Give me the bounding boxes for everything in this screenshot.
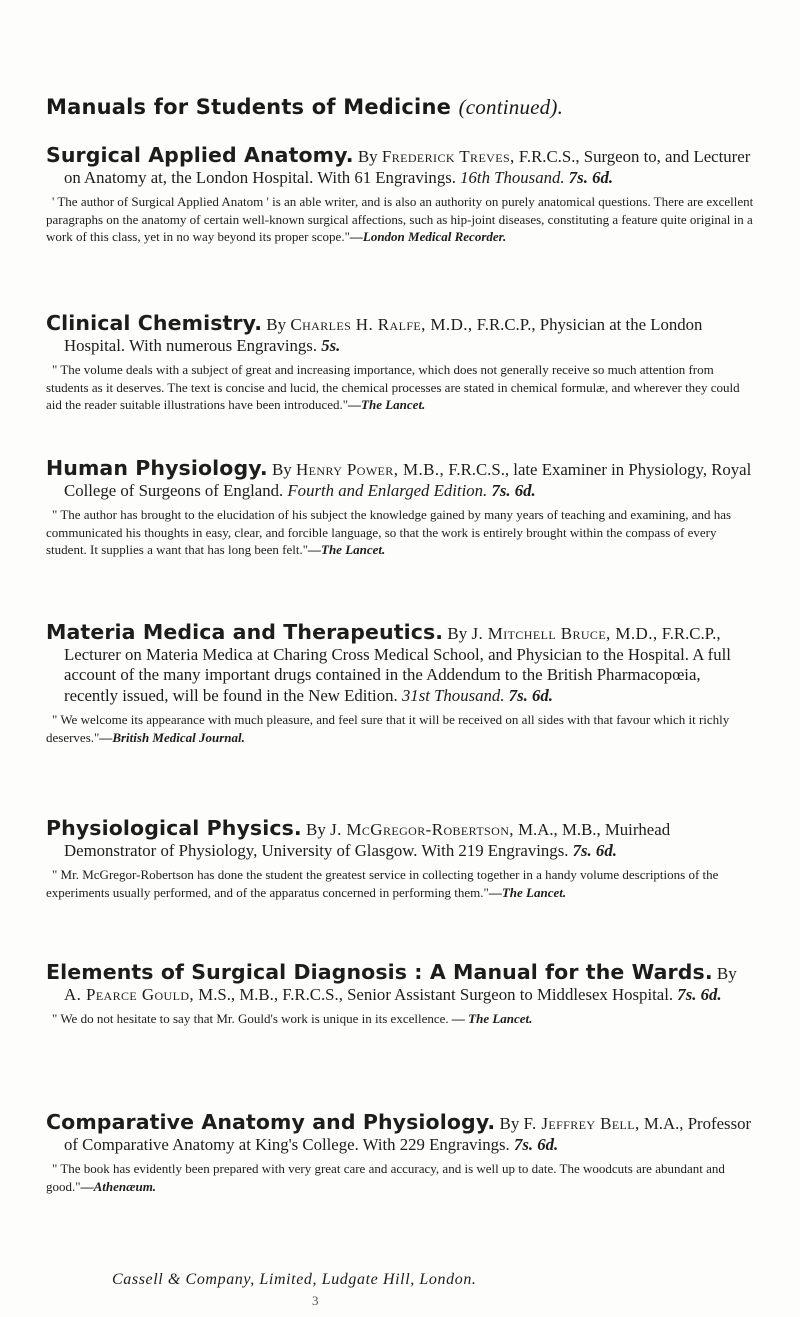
review-quote: [46, 866, 758, 901]
review-quote: [46, 361, 758, 414]
by-label: By: [271, 460, 292, 479]
book-title: Clinical Chemistry.: [46, 311, 263, 335]
by-label: By: [499, 1114, 520, 1133]
book-entry: [46, 622, 758, 746]
book-entry: [46, 458, 758, 559]
by-label: By: [357, 147, 378, 166]
review-quote: [46, 1160, 758, 1195]
book-title: Surgical Applied Anatomy.: [46, 143, 354, 167]
review-text: " The volume deals with a subject of great and increasing importance, which does not generally receive so much attention from students as it deserves. The text is concise and lucid, the chemical processes are stated in chemical formulæ, and wherever they could aid the reader suitable illustrations have been introduced.": [46, 362, 740, 412]
review-source: —The Lancet.: [348, 397, 426, 412]
book-entry: [46, 962, 758, 1028]
book-credentials: F.R.C.P., Physician at the London Hospital. With numerous Engravings.: [64, 315, 703, 355]
book-price: 7s. 6d.: [677, 984, 722, 1004]
book-title: Materia Medica and Therapeutics.: [46, 620, 444, 644]
book-author: J. McGregor-Robertson,: [330, 820, 514, 839]
book-author: A. Pearce Gould,: [64, 984, 195, 1004]
book-credentials: F.R.C.S., Surgeon to, and Lecturer on Anatomy at, the London Hospital. With 61 Engravings.: [64, 147, 751, 187]
review-source: —Athenæum.: [80, 1178, 157, 1194]
publisher-imprint: Cassell & Company, Limited, Ludgate Hill, London.: [112, 1271, 477, 1288]
book-price: 5s.: [321, 335, 341, 355]
review-text: " The book has evidently been prepared with very great care and accuracy, and is well up to date. The woodcuts are abundant and good.": [46, 1161, 725, 1194]
review-text: " We welcome its appearance with much pleasure, and feel sure that it will be received on all sides with that favour which it richly deserves.": [46, 712, 730, 745]
by-label: By: [306, 820, 326, 839]
review-quote: [46, 506, 758, 559]
book-credentials: M.A., Professor of Comparative Anatomy at King's College. With 229 Engravings.: [64, 1114, 752, 1154]
book-title: Comparative Anatomy and Physiology.: [46, 1110, 496, 1134]
review-quote: [46, 193, 758, 246]
book-price: 7s. 6d.: [572, 840, 617, 860]
book-title: Elements of Surgical Diagnosis : A Manual for the Wards.: [46, 960, 713, 984]
review-source: —The Lancet.: [308, 542, 386, 557]
book-title: Physiological Physics.: [46, 816, 302, 840]
book-edition: 16th Thousand.: [460, 167, 565, 187]
book-price: 7s. 6d.: [568, 167, 614, 187]
review-source: —The Lancet.: [488, 884, 567, 900]
book-author: Frederick Treves,: [381, 147, 515, 166]
book-author: Charles H. Ralfe, M.D.,: [290, 315, 473, 334]
book-price: 7s. 6d.: [491, 480, 536, 500]
review-source: — The Lancet.: [451, 1011, 533, 1026]
review-text: " Mr. McGregor-Robertson has done the student the greatest service in collecting together in a handy volume descriptions of the experiments usually performed, and of the apparatus concerned in performing them.": [46, 867, 719, 900]
book-entry: [46, 145, 758, 246]
review-source: —British Medical Journal.: [99, 729, 245, 745]
page-number: 3: [312, 1293, 319, 1308]
book-entry: [46, 818, 758, 901]
review-text: " The author has brought to the elucidation of his subject the knowledge gained by many years of teaching and examining, and has communicated his thoughts in easy, clear, and forcible language, so that the work is entirely brought within the compass of every student. It supplies a want that has long been felt.": [46, 507, 732, 557]
book-edition: 31st Thousand.: [401, 685, 505, 705]
review-quote: [46, 1010, 758, 1028]
book-credentials: M.S., M.B., F.R.C.S., Senior Assistant Surgeon to Middlesex Hospital.: [198, 984, 674, 1004]
by-label: By: [266, 315, 287, 334]
book-credentials: F.R.C.S., late Examiner in Physiology, Royal College of Surgeons of England.: [64, 460, 752, 500]
book-author: F. Jeffrey Bell,: [523, 1114, 640, 1133]
header-title: Manuals for Students of Medicine: [46, 95, 452, 119]
review-text: ' The author of Surgical Applied Anatom ' is an able writer, and is also an authority on purely anatomical questions. There are excellent paragraphs on the anatomy of certain well-known surgical affections, such as hip-joint diseases, constituting a feature quite original in a work of this class, yet in no way beyond its proper scope.": [46, 194, 754, 244]
review-source: —London Medical Recorder.: [349, 229, 507, 244]
book-author: Henry Power, M.B.,: [295, 460, 445, 479]
book-edition: Fourth and Enlarged Edition.: [287, 480, 488, 500]
header-continued: (continued).: [458, 95, 564, 119]
book-author: J. Mitchell Bruce, M.D.,: [471, 624, 658, 643]
review-quote: [46, 711, 758, 746]
book-title: Human Physiology.: [46, 456, 268, 480]
book-credentials: M.A., M.B., Muirhead Demonstrator of Physiology, University of Glasgow. With 219 Engravings.: [64, 820, 671, 860]
book-entry: [46, 1112, 758, 1195]
book-credentials: F.R.C.P., Lecturer on Materia Medica at Charing Cross Medical School, and Physician to the Hospital. A full account of the many important drugs contained in the Addendum to the British Pharmacopœia, recently issued, will be found in the New Edition.: [64, 624, 731, 705]
book-price: 7s. 6d.: [508, 685, 553, 705]
page-header: [46, 95, 766, 120]
review-text: " We do not hesitate to say that Mr. Gould's work is unique in its excellence.: [52, 1011, 449, 1026]
by-label: By: [447, 624, 468, 643]
book-entry: [46, 313, 758, 414]
book-price: 7s. 6d.: [513, 1134, 559, 1154]
by-label: By: [716, 964, 737, 983]
